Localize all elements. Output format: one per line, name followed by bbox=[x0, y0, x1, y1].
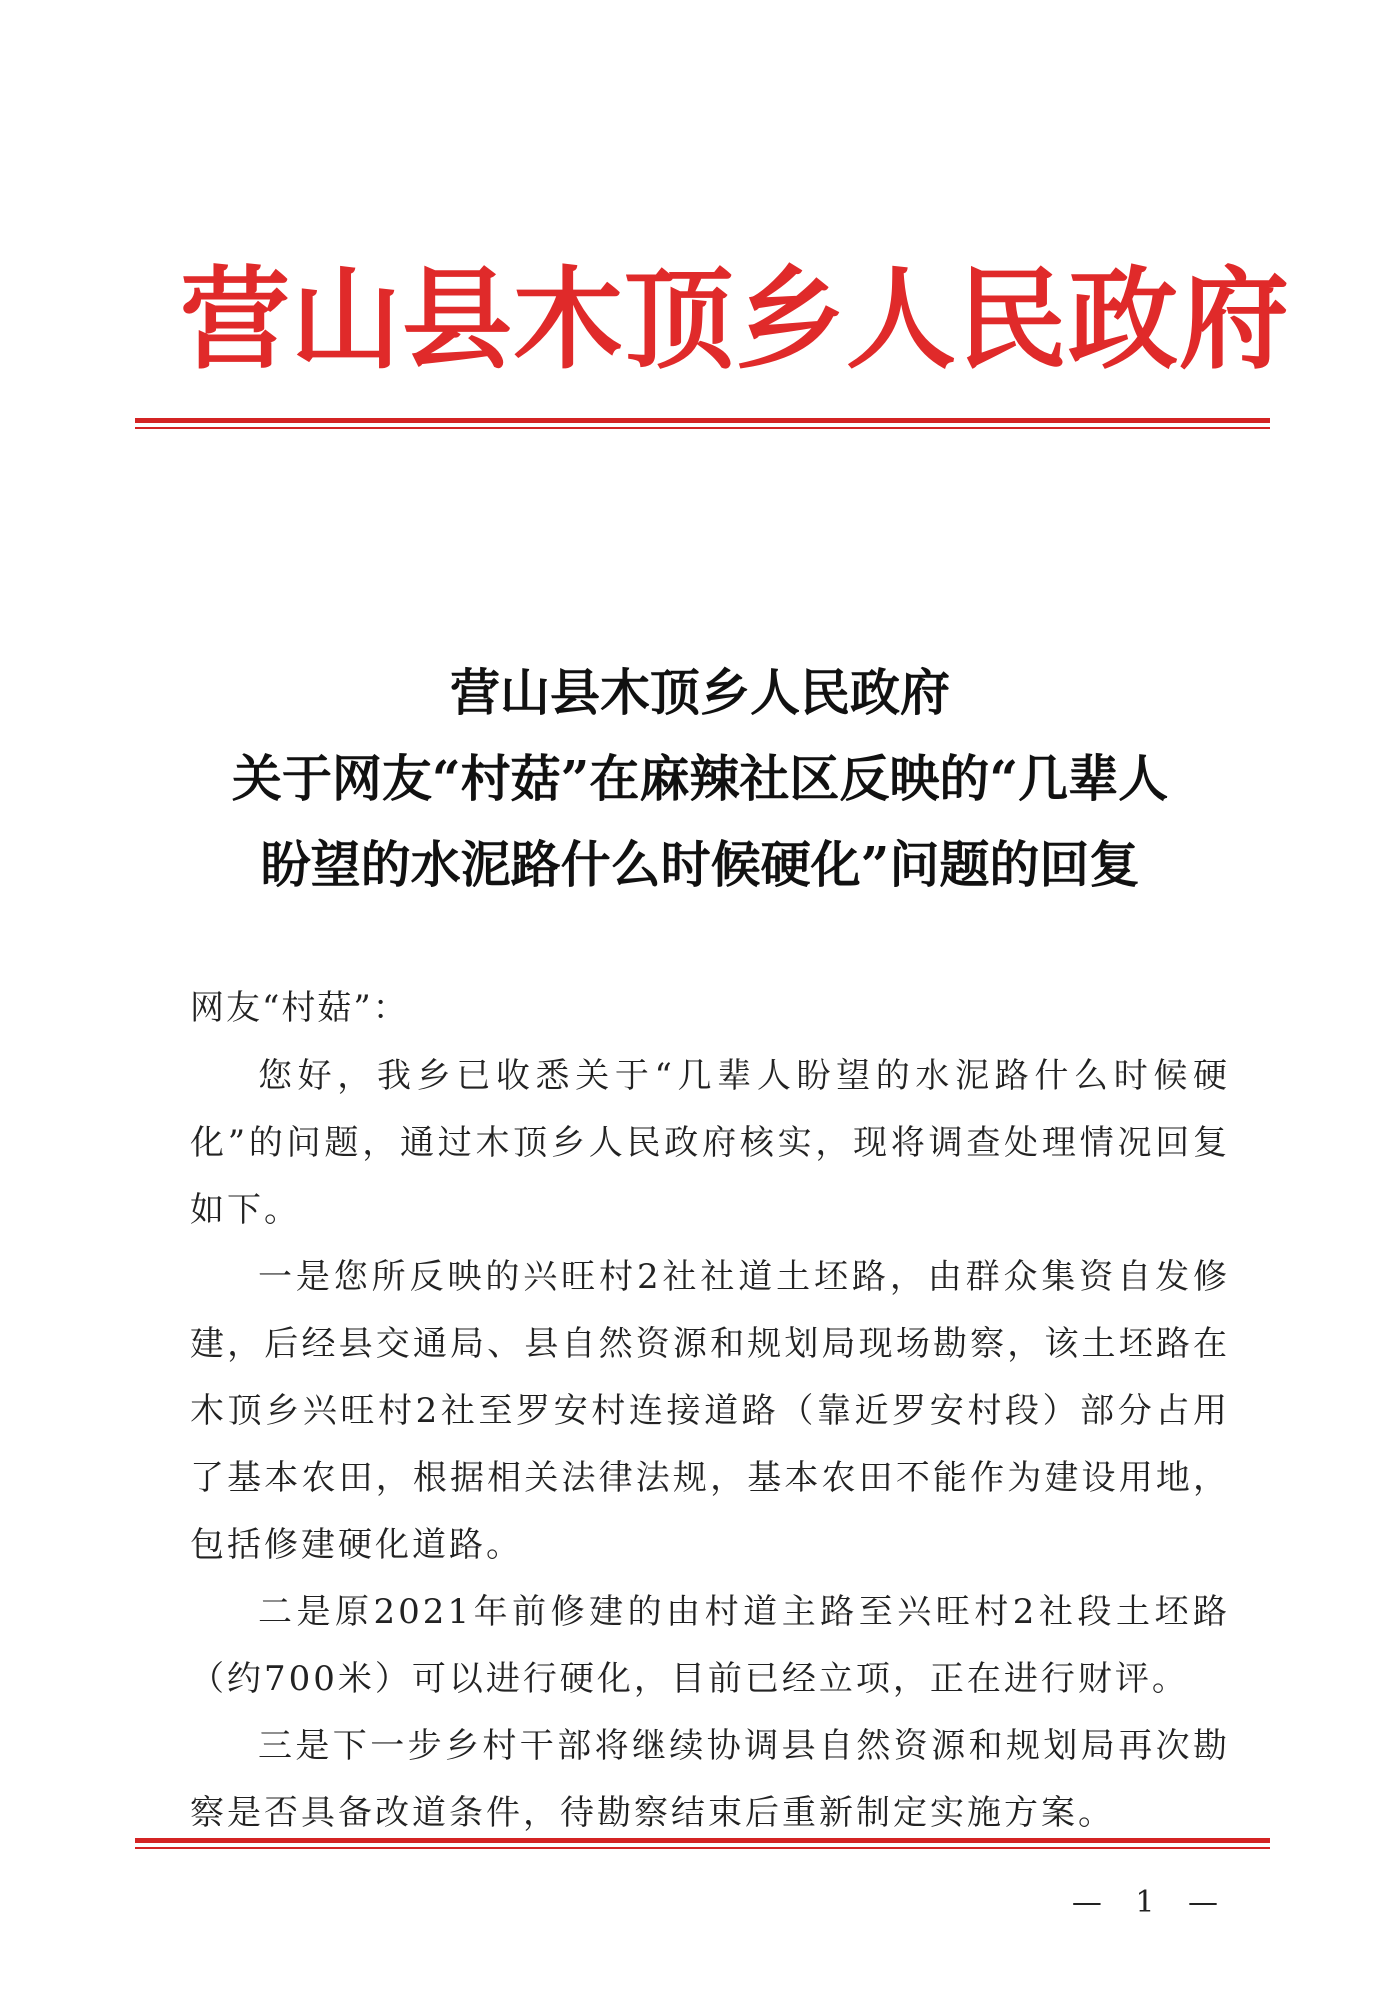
paragraph-point-three: 三是下一步乡村干部将继续协调县自然资源和规划局再次勘察是否具备改道条件，待勘察结束后重新制定实施方案。 bbox=[190, 1726, 1230, 1833]
salutation: 网友“村菇”： bbox=[190, 988, 409, 1028]
footer-red-rule bbox=[135, 1838, 1270, 1843]
letterhead-organization: 营山县木顶乡人民政府 bbox=[180, 255, 1290, 384]
paragraph-greeting: 您好，我乡已收悉关于“几辈人盼望的水泥路什么时候硬化”的问题，通过木顶乡人民政府核实，现将调查处理情况回复如下。 bbox=[190, 1056, 1230, 1230]
letterhead-red-rule bbox=[135, 418, 1270, 423]
title-line-3: 盼望的水泥路什么时候硬化”问题的回复 bbox=[260, 835, 1140, 894]
document-title bbox=[140, 650, 1260, 908]
title-line-2: 关于网友“村菇”在麻辣社区反映的“几辈人 bbox=[231, 749, 1169, 808]
paragraph-point-two: 二是原2021年前修建的由村道主路至兴旺村2社段土坯路（约700米）可以进行硬化，目前已经立项，正在进行财评。 bbox=[190, 1592, 1230, 1699]
paragraph-point-one: 一是您所反映的兴旺村2社社道土坯路，由群众集资自发修建，后经县交通局、县自然资源和规划局现场勘察，该土坯路在木顶乡兴旺村2社至罗安村连接道路（靠近罗安村段）部分占用了基本农田，根据相关法律法规，基本农田不能作为建设用地，包括修建硬化道路。 bbox=[190, 1257, 1230, 1565]
page-number: — 1 — bbox=[1071, 1885, 1230, 1920]
body-text bbox=[190, 1043, 1230, 1847]
title-line-1: 营山县木顶乡人民政府 bbox=[450, 663, 950, 722]
